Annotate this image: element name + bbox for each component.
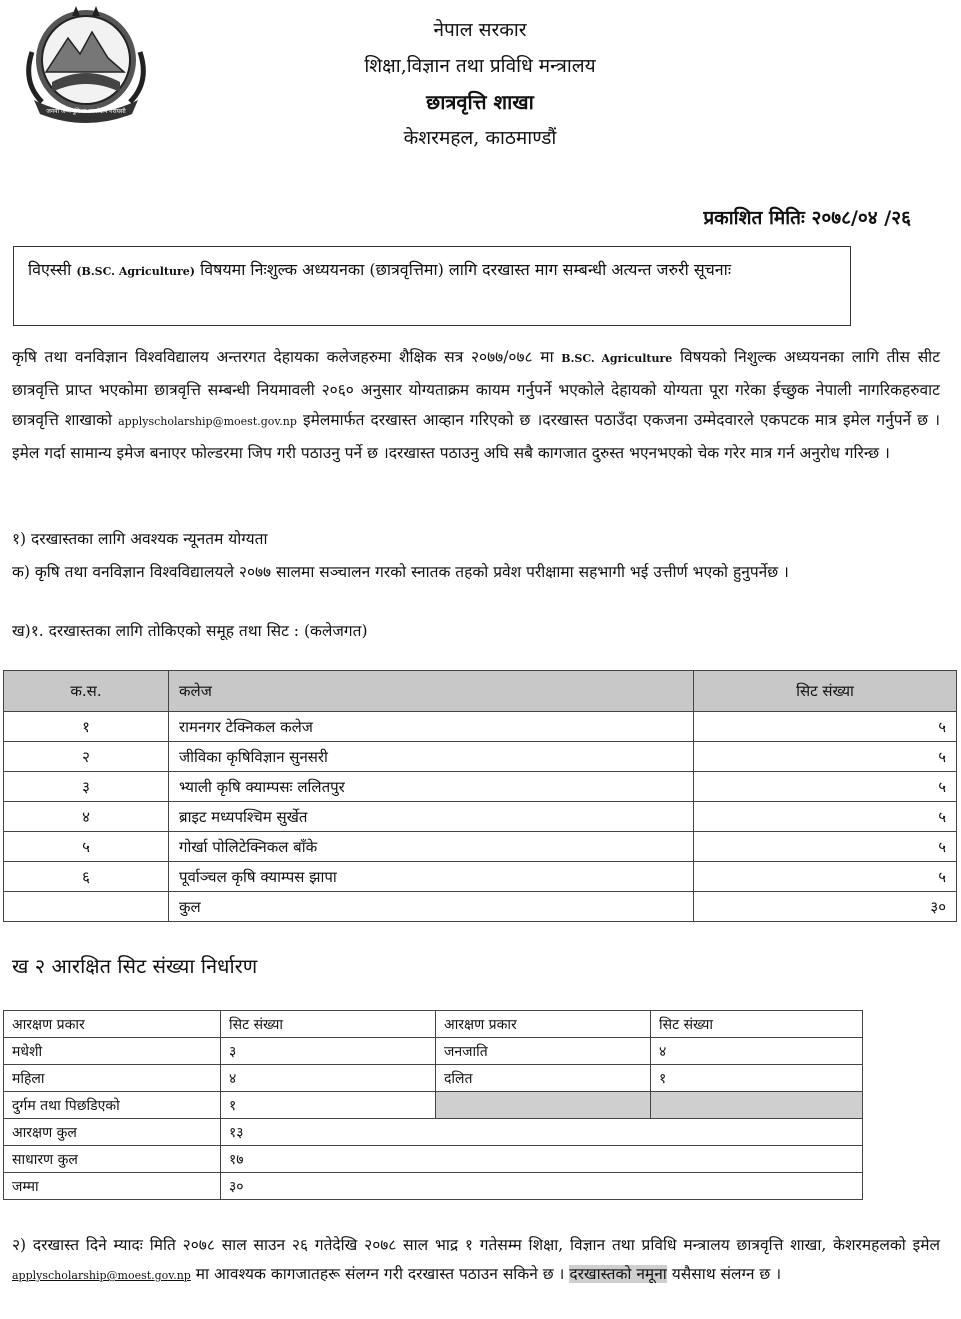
header-section: छात्रवृत्ति शाखा [426,90,534,114]
cell-seats: १ [651,1065,863,1092]
cell-seats: १७ [221,1146,863,1173]
cell-sn: २ [4,742,169,772]
table-row [4,832,957,862]
cell-sn [4,892,169,922]
subject-eng: (B.SC. Agriculture) [76,265,195,278]
table-total-row [4,892,957,922]
cell-sn: ३ [4,772,169,802]
col-seats: सिट संख्या [221,1011,436,1038]
cell-college: भ्याली कृषि क्याम्पसः ललितपुर [169,772,694,802]
cell-type: साधारण कुल [4,1146,221,1173]
cell-college: रामनगर टेक्निकल कलेज [169,712,694,742]
cell-type: जम्मा [4,1173,221,1200]
email-link[interactable]: applyscholarship@moest.gov.np [118,415,297,428]
cell-seats: ५ [694,712,957,742]
cell-type: दुर्गम तथा पिछडिएको [4,1092,221,1119]
cell-seats: ३ [221,1038,436,1065]
table-row [4,1038,863,1065]
cell-college: पूर्वाञ्चल कृषि क्याम्पस झापा [169,862,694,892]
cell-total-label: कुल [169,892,694,922]
cell-sn: १ [4,712,169,742]
table-row [4,862,957,892]
nepal-emblem-icon [12,2,160,124]
cell-type: जनजाति [436,1038,651,1065]
notice-paragraph-2 [12,1231,940,1290]
subject-post: विषयमा निःशुल्क अध्ययनका (छात्रवृत्तिमा) लागि दरखास्त माग सम्बन्धी अत्यन्त जरुरी सूचनाः [194,260,732,279]
subject-pre: विएस्सी [28,260,77,279]
cell-college: जीविका कृषिविज्ञान सुनसरी [169,742,694,772]
notice-paragraph-1 [12,342,940,468]
para2-text-2: मा आवश्यक कागजातहरू संलग्न गरी दरखास्त पठाउन सकिने छ । [190,1265,570,1283]
header-government: नेपाल सरकार [433,19,527,41]
cell-total-seats: ३० [694,892,957,922]
college-seat-table [3,670,957,922]
table-row [4,802,957,832]
cell-college: ब्राइट मध्यपश्चिम सुर्खेत [169,802,694,832]
reservation-table [3,1010,863,1200]
para2-text-1: २) दरखास्त दिने म्यादः मिति २०७८ साल साउन २६ गतेदेखि २०७८ साल भाद्र १ गतेसम्म शिक्षा, विज्ञान तथा प्रविधि मन्त्रालय छात्रवृत्ति शाखा, केशरमहलको इमेल [12,1236,940,1254]
para1-program: B.SC. Agriculture [561,352,673,365]
cell-sn: ४ [4,802,169,832]
cell-empty [651,1092,863,1119]
requirements-heading: १) दरखास्तका लागि अवश्यक न्यूनतम योग्यता [12,530,268,548]
notice-subject-box [13,246,851,326]
header-ministry: शिक्षा,विज्ञान तथा प्रविधि मन्त्रालय [364,55,596,77]
cell-seats: ५ [694,832,957,862]
table-row [4,712,957,742]
published-date: प्रकाशित मितिः २०७८/०४ /२६ [703,207,911,229]
cell-type: महिला [4,1065,221,1092]
cell-college: गोर्खा पोलिटेक्निकल बाँके [169,832,694,862]
para1-text-1: कृषि तथा वनविज्ञान विश्वविद्यालय अन्तरगत देहायका कलेजहरुमा शैक्षिक सत्र २०७७/०७८ मा [12,348,562,366]
table-row [4,1092,863,1119]
table-row [4,1065,863,1092]
cell-type: आरक्षण कुल [4,1119,221,1146]
col-seats: सिट संख्या [651,1011,863,1038]
cell-seats: ४ [651,1038,863,1065]
cell-seats: ५ [694,862,957,892]
table-row [4,1119,863,1146]
cell-sn: ५ [4,832,169,862]
table-row [4,1173,863,1200]
table-row [4,742,957,772]
para1-text-2: विषयको निशुल्क अध्ययनका लागि तीस सीट छात्रवृत्ति प्राप्त भएकोमा छात्रवृत्ति सम्बन्धी नियमावली २०६० अनुसार योग्यताक्रम कायम गर्नुपर्ने भएकोले देहायको योग्यता पूरा गरेका ईच्छुक नेपाली नागरिकहरुवाट छात्रवृत्ति शाखाको [12,348,940,429]
cell-seats: १३ [221,1119,863,1146]
requirement-b: ख)१. दरखास्तका लागि तोकिएको समूह तथा सिट : (कलेजगत) [12,622,368,640]
col-type: आरक्षण प्रकार [436,1011,651,1038]
requirement-a: क) कृषि तथा वनविज्ञान विश्वविद्यालयले २०७७ सालमा सञ्चालन गरको स्नातक तहको प्रवेश परीक्षामा सहभागी भई उत्तीर्ण भएको हुनुपर्नेछ । [12,563,789,581]
cell-seats: ५ [694,802,957,832]
cell-seats: ५ [694,772,957,802]
table-header-row [4,671,957,712]
col-type: आरक्षण प्रकार [4,1011,221,1038]
header-address: केशरमहल, काठमाण्डौं [403,127,557,149]
table-header-row [4,1011,863,1038]
para1-text-3: इमेलमार्फत दरखास्त आव्हान गरिएको छ ।दरखास्त पठाउँदा एकजना उम्मेदवारले एकपटक मात्र इमेल गर्नुपर्ने छ । इमेल गर्दा सामान्य इमेज बनाएर फोल्डरमा जिप गरी पठाउनु पर्ने छ ।दरखास्त पठाउनु अघि सबै कागजात दुरुस्त भएनभएको चेक गरेर मात्र गर्न अनुरोध गरिन्छ । [12,411,940,462]
table-row [4,1146,863,1173]
cell-type: दलित [436,1065,651,1092]
table-row [4,772,957,802]
cell-type: मधेशी [4,1038,221,1065]
cell-seats: १ [221,1092,436,1119]
col-sn: क.स. [4,671,169,712]
cell-sn: ६ [4,862,169,892]
para2-text-3: यसैसाथ संलग्न छ । [666,1265,782,1283]
email-link[interactable]: applyscholarship@moest.gov.np [12,1269,191,1282]
cell-seats: ५ [694,742,957,772]
reservation-heading: ख २ आरक्षित सिट संख्या निर्धारण [12,954,258,978]
cell-seats: ३० [221,1173,863,1200]
emblem-motto: जननी जन्मभूमिश्च स्वर्गादपि गरीयसी [46,108,126,115]
application-sample-link[interactable]: दरखास्तको नमूना [569,1265,667,1283]
cell-seats: ४ [221,1065,436,1092]
cell-empty [436,1092,651,1119]
col-college: कलेज [169,671,694,712]
col-seats: सिट संख्या [694,671,957,712]
